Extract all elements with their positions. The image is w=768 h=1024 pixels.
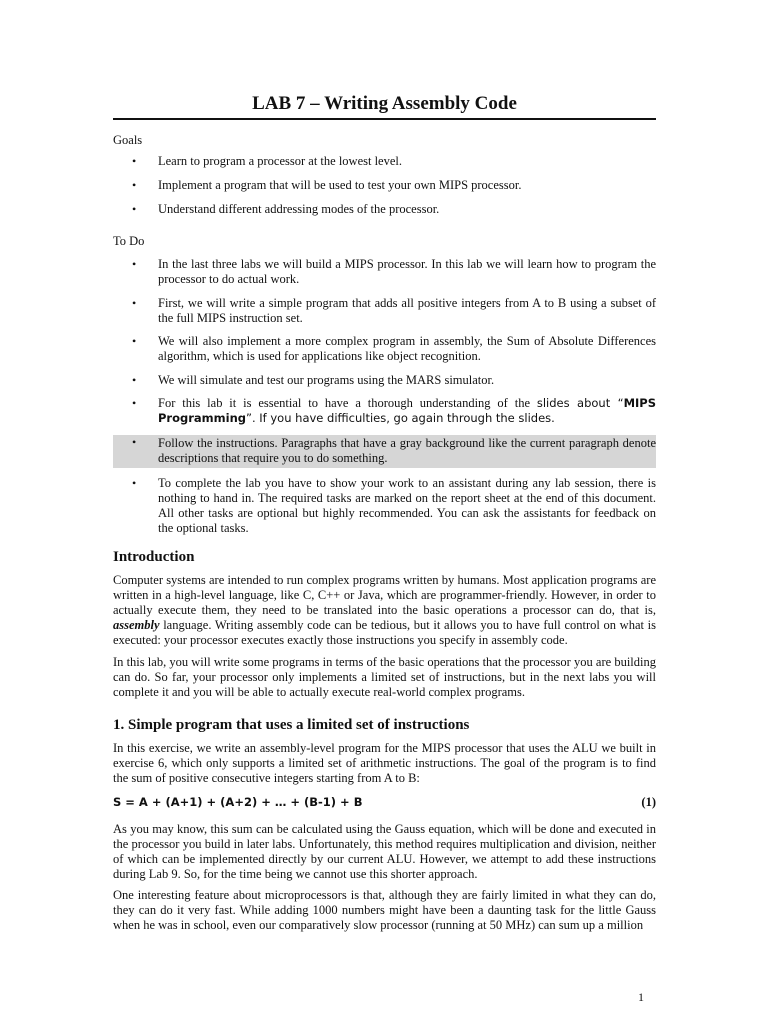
page-number: 1 (638, 990, 644, 1004)
sum-equation (113, 795, 656, 810)
goal-item: • Learn to program a processor at the lowest level. (132, 154, 403, 168)
goal-item: • Implement a program that will be used to test your own MIPS processor. (132, 178, 522, 192)
bullet-icon: • (132, 476, 137, 490)
equation-number: (1) (641, 795, 656, 809)
bullet-icon: • (132, 202, 137, 216)
bullet-icon: • (132, 154, 137, 168)
todo-item: • We will also implement a more complex program in assembly, the Sum of Absolute Differences algorithm, which is used for applications like object recognition. (132, 334, 656, 363)
assembly-emphasis: assembly (113, 618, 160, 632)
bullet-icon: • (132, 178, 137, 192)
bullet-icon: • (132, 295, 137, 310)
bullet-icon: • (132, 372, 137, 387)
introduction-heading: Introduction (113, 549, 195, 565)
goal-item: • Understand different addressing modes of the processor. (132, 202, 440, 216)
bullet-icon: • (132, 257, 137, 271)
bullet-icon: • (132, 434, 137, 449)
equation-text: S = A + (A+1) + (A+2) + … + (B-1) + B (113, 795, 363, 809)
todo-item: • In the last three labs we will build a MIPS processor. In this lab we will learn how to program the processor to do actual work. (132, 257, 656, 286)
todo-item: • First, we will write a simple program that adds all positive integers from A to B using a subset of the full MIPS instruction set. (132, 295, 656, 325)
introduction-paragraph: In this lab, you will write some programs in terms of the basic operations that the processor you are building can do. So far, your processor only implements a limited set of instructions, but in the next labs you will complete it and you will be able to actually execute real-world complex programs. (113, 655, 656, 699)
section-1-heading: 1. Simple program that uses a limited set of instructions (113, 717, 470, 733)
todo-list (113, 257, 656, 545)
section-1-paragraph: In this exercise, we write an assembly-level program for the MIPS processor that uses the ALU we built in exercise 6, which only supports a limited set of arithmetic instructions. The goal of the program is to find the sum of positive consecutive integers starting from A to B: (113, 741, 656, 785)
mips-programming-emphasis: MIPS Programming (158, 396, 657, 425)
todo-item-instructions-highlight: • Follow the instructions. Paragraphs that have a gray background like the current paragraph denote descriptions that require you to do something. (113, 435, 656, 468)
bullet-icon: • (132, 396, 137, 410)
todo-item: • We will simulate and test our programs using the MARS simulator. (132, 372, 495, 387)
goals-list (113, 154, 656, 226)
todo-label: To Do (113, 234, 145, 248)
todo-item-slides: • For this lab it is essential to have a thorough understanding of the slides about “MIPS Programming”. If you have difficulties, go again through the slides. (132, 396, 657, 425)
goals-label: Goals (113, 133, 143, 147)
section-1-paragraph: As you may know, this sum can be calculated using the Gauss equation, which will be done and executed in the processor you build in later labs. Unfortunately, this method requires multiplication and division, neither of which can be implemented directly by our current ALU. However, we attempt to add these instructions during Lab 9. So, for the time being we cannot use this shorter approach. (113, 822, 656, 881)
page-title: LAB 7 – Writing Assembly Code (113, 92, 656, 120)
bullet-icon: • (132, 334, 137, 348)
section-1-paragraph: One interesting feature about microprocessors is that, although they are fairly limited in what they can do, they can do it very fast. While adding 1000 numbers might have been a daunting task for the little Gauss when he was in school, even our comparatively slow processor (running at 50 MHz) can sum up a million (113, 888, 656, 932)
introduction-paragraph: Computer systems are intended to run complex programs written by humans. Most application programs are written in a high-level language, like C, C++ or Java, which are programmer-friendly. However, in order to actually execute them, they need to be translated into the basic operations a processor can do, that is, assembly language. Writing assembly code can be tedious, but it allows you to have full control on what is executed: your processor executes exactly those instructions you specify in assembly code. (113, 573, 656, 647)
todo-item: • To complete the lab you have to show your work to an assistant during any lab session, there is nothing to hand in. The required tasks are marked on the report sheet at the end of this document. All other tasks are optional but highly recommended. You can ask the assistants for feedback on the optional tasks. (132, 476, 656, 535)
